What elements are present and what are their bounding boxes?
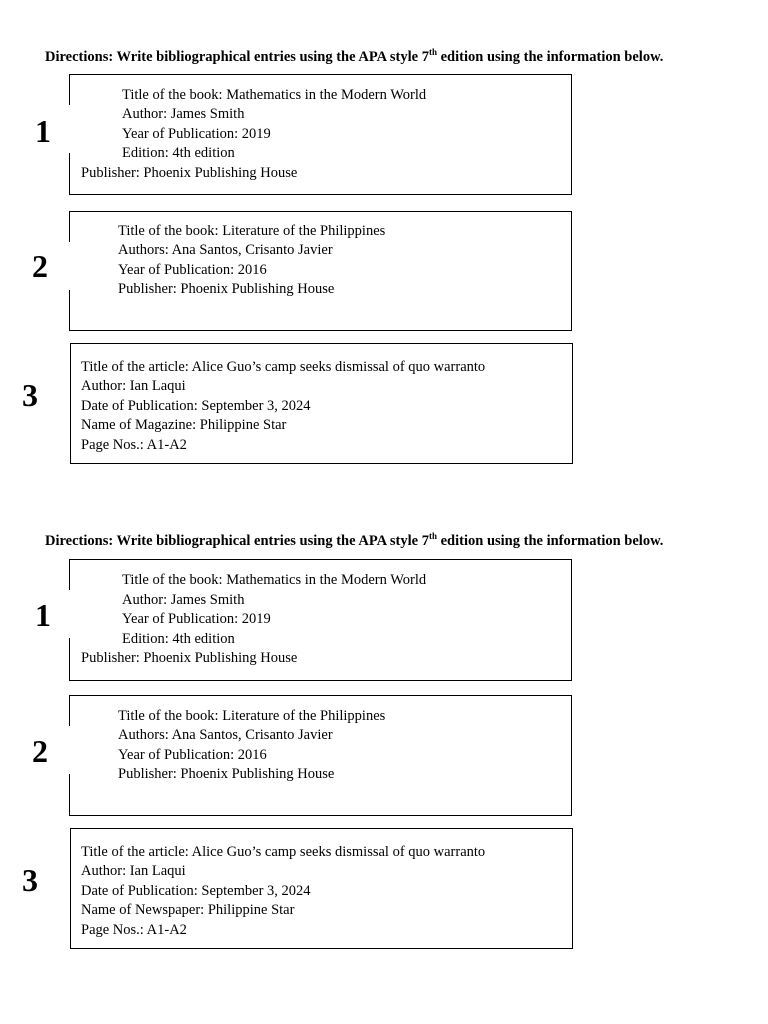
item-number: 3: [22, 862, 38, 898]
item-number: 2: [32, 733, 48, 769]
info-line: Title of the book: Literature of the Philippines: [118, 223, 386, 239]
info-line: Author: Ian Laqui: [81, 863, 186, 879]
info-line: Title of the article: Alice Guo’s camp seeks dismissal of quo warranto: [81, 844, 486, 860]
info-line: Title of the book: Mathematics in the Modern World: [122, 87, 427, 103]
info-line: Page Nos.: A1-A2: [81, 437, 187, 453]
item-number: 1: [35, 597, 51, 633]
info-box: [69, 695, 572, 816]
directions-text: Directions: Write bibliographical entries using the APA style 7: [45, 49, 429, 65]
directions-text-end: edition using the information below.: [437, 533, 664, 549]
info-line: Year of Publication: 2016: [118, 747, 267, 763]
info-line: Page Nos.: A1-A2: [81, 922, 187, 938]
info-line: Year of Publication: 2016: [118, 262, 267, 278]
info-box: [70, 828, 573, 949]
info-line: Name of Magazine: Philippine Star: [81, 417, 287, 433]
info-line: Edition: 4th edition: [122, 631, 235, 647]
info-line: Edition: 4th edition: [122, 145, 235, 161]
directions-superscript: th: [428, 531, 437, 541]
info-line: Title of the article: Alice Guo’s camp seeks dismissal of quo warranto: [81, 359, 486, 375]
item-number: 1: [35, 113, 51, 149]
info-line: Title of the book: Literature of the Philippines: [118, 708, 386, 724]
info-line: Publisher: Phoenix Publishing House: [81, 650, 298, 666]
info-line: Publisher: Phoenix Publishing House: [118, 281, 335, 297]
directions-heading: [45, 48, 663, 66]
info-line: Name of Newspaper: Philippine Star: [81, 902, 295, 918]
info-line: Publisher: Phoenix Publishing House: [118, 766, 335, 782]
info-line: Author: James Smith: [122, 592, 245, 608]
info-line: Author: Ian Laqui: [81, 378, 186, 394]
item-number: 3: [22, 377, 38, 413]
directions-heading: [45, 532, 663, 550]
item-number: 2: [32, 248, 48, 284]
info-line: Year of Publication: 2019: [122, 126, 271, 142]
info-line: Authors: Ana Santos, Crisanto Javier: [118, 727, 333, 743]
info-box: [69, 211, 572, 331]
directions-text: Directions: Write bibliographical entries using the APA style 7: [45, 533, 429, 549]
info-line: Author: James Smith: [122, 106, 245, 122]
info-line: Date of Publication: September 3, 2024: [81, 883, 311, 899]
info-line: Year of Publication: 2019: [122, 611, 271, 627]
info-line: Publisher: Phoenix Publishing House: [81, 165, 298, 181]
info-box: [70, 343, 573, 464]
info-line: Date of Publication: September 3, 2024: [81, 398, 311, 414]
info-box: [69, 559, 572, 681]
info-line: Authors: Ana Santos, Crisanto Javier: [118, 242, 333, 258]
info-line: Title of the book: Mathematics in the Modern World: [122, 572, 427, 588]
info-box: [69, 74, 572, 195]
directions-superscript: th: [428, 47, 437, 57]
directions-text-end: edition using the information below.: [437, 49, 664, 65]
